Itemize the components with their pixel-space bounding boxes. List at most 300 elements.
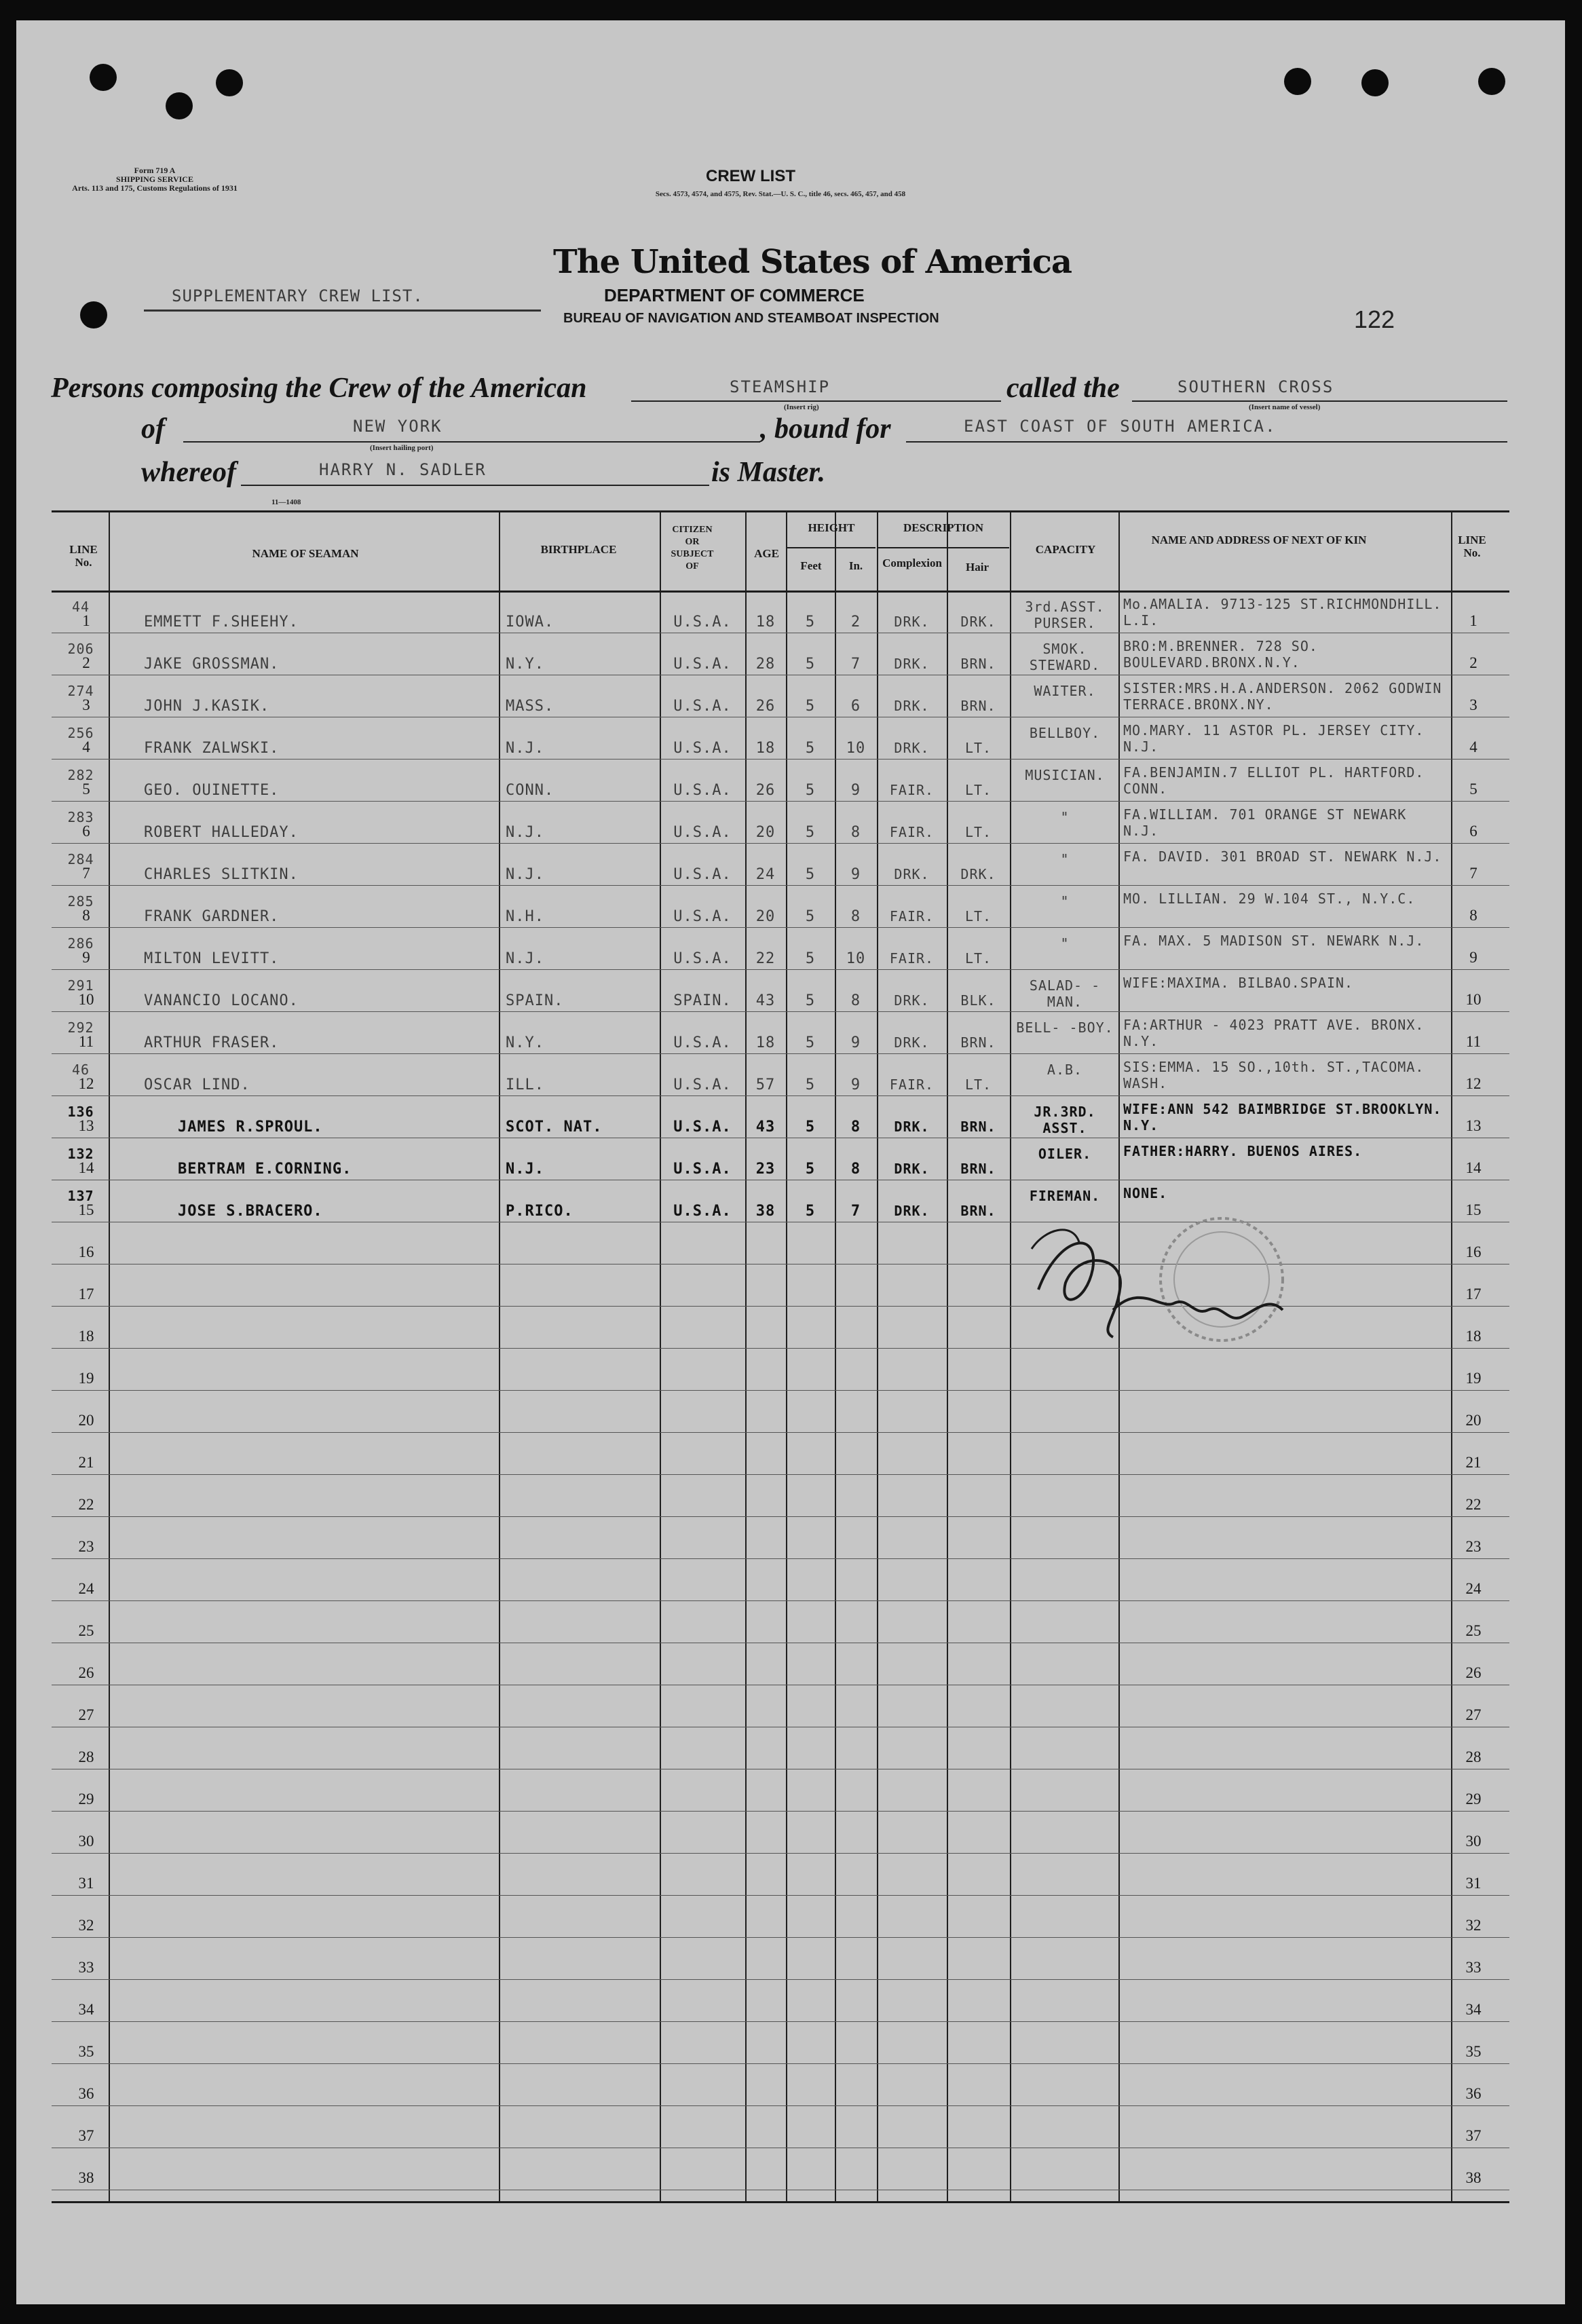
line-number: 8	[82, 907, 90, 924]
height-inches: 8	[850, 908, 861, 925]
seaman-name: CHARLES SLITKIN.	[144, 866, 299, 883]
row-rule	[52, 1516, 1509, 1517]
capacity: BELL- -BOY.	[1016, 1019, 1114, 1036]
crew-id: 282	[67, 767, 94, 783]
header-birthplace: BIRTHPLACE	[540, 543, 617, 556]
line-number: 25	[78, 1622, 94, 1639]
capacity: 3rd.ASST. PURSER.	[1025, 599, 1105, 631]
line-number: 38	[78, 2169, 94, 2186]
height-feet: 5	[805, 1076, 816, 1093]
next-of-kin: WIFE:ANN 542 BAIMBRIDGE ST.BROOKLYN. N.Y.	[1123, 1101, 1442, 1133]
complexion: DRK.	[894, 698, 930, 714]
port-hint: (Insert hailing port)	[370, 444, 434, 452]
header-next-of-kin: NAME AND ADDRESS OF NEXT OF KIN	[1151, 533, 1367, 546]
height-feet: 5	[805, 740, 816, 757]
age: 24	[755, 866, 776, 883]
height-feet: 5	[805, 782, 816, 799]
line-number-right: 38	[1465, 2169, 1482, 2186]
row-rule	[52, 1853, 1509, 1854]
seaman-name: FRANK ZALWSKI.	[144, 740, 280, 757]
header-age: AGE	[754, 547, 779, 560]
table-bottom-border	[52, 2201, 1509, 2203]
row-rule	[52, 927, 1509, 928]
seaman-name: VANANCIO LOCANO.	[144, 992, 299, 1009]
rig-value: STEAMSHIP	[730, 377, 831, 396]
punch-hole-7	[1478, 68, 1505, 95]
hair: LT.	[964, 908, 992, 924]
line-number: 35	[78, 2043, 94, 2060]
caption-called: called the	[1006, 373, 1120, 404]
hair: BRN.	[960, 1161, 996, 1177]
capacity: SMOK. STEWARD.	[1029, 641, 1101, 673]
line-number-right: 11	[1465, 1033, 1482, 1050]
birthplace: N.J.	[506, 824, 544, 841]
column-divider	[499, 510, 500, 2203]
height-feet: 5	[805, 1203, 816, 1220]
line-number-right: 14	[1465, 1159, 1482, 1176]
line-number-right: 10	[1465, 991, 1482, 1008]
hair: BRN.	[960, 656, 996, 672]
line-number-right: 37	[1465, 2127, 1482, 2144]
age: 20	[755, 824, 776, 841]
hair: DRK.	[960, 866, 996, 882]
age: 38	[755, 1203, 776, 1220]
next-of-kin: Mo.AMALIA. 9713-125 ST.RICHMONDHILL. L.I.	[1123, 596, 1442, 629]
row-rule	[52, 1895, 1509, 1896]
age: 43	[755, 1119, 776, 1136]
height-inches: 9	[850, 866, 861, 883]
height-inches: 2	[850, 614, 861, 631]
line-number: 34	[78, 2001, 94, 2018]
line-number-right: 1	[1469, 612, 1477, 629]
row-rule	[52, 885, 1509, 886]
seaman-name: OSCAR LIND.	[144, 1076, 250, 1093]
height-feet: 5	[805, 656, 816, 673]
complexion: DRK.	[894, 1034, 930, 1051]
line-number-right: 22	[1465, 1496, 1482, 1513]
capacity: FIREMAN.	[1029, 1188, 1101, 1204]
next-of-kin: FA:ARTHUR - 4023 PRATT AVE. BRONX. N.Y.	[1123, 1017, 1425, 1049]
birthplace: N.H.	[506, 908, 544, 925]
complexion: DRK.	[894, 1119, 930, 1135]
line-number-right: 33	[1465, 1959, 1482, 1976]
next-of-kin: FA.BENJAMIN.7 ELLIOT PL. HARTFORD. CONN.	[1123, 764, 1425, 797]
column-divider	[877, 510, 878, 2203]
line-number: 24	[78, 1580, 94, 1597]
header-feet: Feet	[800, 559, 822, 572]
height-inches: 9	[850, 1034, 861, 1051]
birthplace: SCOT. NAT.	[506, 1119, 603, 1136]
hair: LT.	[964, 824, 992, 840]
row-rule	[52, 1432, 1509, 1433]
next-of-kin: MO. LILLIAN. 29 W.104 ST., N.Y.C.	[1123, 891, 1416, 907]
complexion: FAIR.	[889, 824, 935, 840]
line-number-right: 15	[1465, 1201, 1482, 1218]
row-rule	[52, 2105, 1509, 2106]
hair: LT.	[964, 1076, 992, 1093]
citizenship: U.S.A.	[673, 1161, 732, 1178]
row-rule	[52, 1558, 1509, 1559]
destination-underline	[906, 441, 1507, 443]
line-number-right: 16	[1465, 1243, 1482, 1260]
crew-id: 283	[67, 809, 94, 825]
line-number-right: 18	[1465, 1328, 1482, 1345]
punch-hole-4	[80, 301, 107, 329]
line-number: 20	[78, 1412, 94, 1429]
line-number-right: 13	[1465, 1117, 1482, 1134]
line-number-right: 29	[1465, 1791, 1482, 1807]
hair: BRN.	[960, 1203, 996, 1219]
next-of-kin: WIFE:MAXIMA. BILBAO.SPAIN.	[1123, 975, 1354, 991]
age: 57	[755, 1076, 776, 1093]
age: 43	[755, 992, 776, 1009]
complexion: FAIR.	[889, 1076, 935, 1093]
crew-id: 137	[67, 1188, 94, 1204]
form-service: SHIPPING SERVICE	[116, 174, 193, 184]
line-number: 5	[82, 781, 90, 798]
line-number-right: 35	[1465, 2043, 1482, 2060]
birthplace: ILL.	[506, 1076, 544, 1093]
print-code: 11—1408	[271, 498, 301, 506]
column-divider	[786, 510, 787, 2203]
line-number: 37	[78, 2127, 94, 2144]
line-number: 30	[78, 1833, 94, 1850]
height-inches: 10	[846, 740, 866, 757]
hair: LT.	[964, 950, 992, 967]
row-rule	[52, 1979, 1509, 1980]
seaman-name: FRANK GARDNER.	[144, 908, 280, 925]
complexion: FAIR.	[889, 908, 935, 924]
capacity: BELLBOY.	[1029, 725, 1101, 741]
capacity: MUSICIAN.	[1025, 767, 1105, 783]
line-number: 27	[78, 1706, 94, 1723]
rig-hint: (Insert rig)	[784, 403, 819, 411]
caption-of: of	[141, 413, 165, 445]
seaman-name: ARTHUR FRASER.	[144, 1034, 280, 1051]
capacity: "	[1060, 809, 1070, 825]
next-of-kin: FATHER:HARRY. BUENOS AIRES.	[1123, 1143, 1363, 1159]
birthplace: N.J.	[506, 866, 544, 883]
line-number-right: 19	[1465, 1370, 1482, 1387]
line-number: 1	[82, 612, 90, 629]
citizenship: U.S.A.	[673, 950, 732, 967]
line-number: 28	[78, 1748, 94, 1765]
header-name: NAME OF SEAMAN	[252, 547, 359, 560]
height-inches: 7	[850, 656, 861, 673]
citizenship: U.S.A.	[673, 1034, 732, 1051]
citizenship: U.S.A.	[673, 1203, 732, 1220]
hair: LT.	[964, 782, 992, 798]
row-rule	[52, 1053, 1509, 1054]
capacity: "	[1060, 893, 1070, 910]
master-name: HARRY N. SADLER	[319, 460, 487, 479]
age: 18	[755, 614, 776, 631]
citizenship: U.S.A.	[673, 614, 732, 631]
row-rule	[52, 2021, 1509, 2022]
line-number: 4	[82, 738, 90, 755]
height-inches: 10	[846, 950, 866, 967]
form-number: Form 719 A	[134, 166, 176, 175]
punch-hole-2	[166, 92, 193, 119]
line-number-right: 5	[1469, 781, 1477, 798]
column-divider	[109, 510, 110, 2203]
line-number-right: 21	[1465, 1454, 1482, 1471]
seaman-name: EMMETT F.SHEEHY.	[144, 614, 299, 631]
column-divider	[1451, 510, 1452, 2203]
hailing-port: NEW YORK	[353, 417, 442, 436]
department-heading: DEPARTMENT OF COMMERCE	[604, 285, 865, 305]
age: 26	[755, 782, 776, 799]
complexion: DRK.	[894, 740, 930, 756]
line-number-right: 26	[1465, 1664, 1482, 1681]
line-number: 29	[78, 1791, 94, 1807]
citizenship: U.S.A.	[673, 866, 732, 883]
next-of-kin: FA.WILLIAM. 701 ORANGE ST NEWARK N.J.	[1123, 806, 1407, 839]
complexion: DRK.	[894, 866, 930, 882]
height-feet: 5	[805, 614, 816, 631]
line-number: 9	[82, 949, 90, 966]
citizenship: U.S.A.	[673, 782, 732, 799]
age: 22	[755, 950, 776, 967]
crew-list-title: CREW LIST	[706, 167, 795, 185]
height-inches: 9	[850, 1076, 861, 1093]
height-feet: 5	[805, 1119, 816, 1136]
age: 18	[755, 1034, 776, 1051]
gothic-heading: The United States of America	[553, 243, 1072, 281]
line-number-right: 23	[1465, 1538, 1482, 1555]
master-underline	[241, 485, 709, 486]
supplementary-label: SUPPLEMENTARY CREW LIST.	[172, 286, 423, 305]
height-feet: 5	[805, 950, 816, 967]
age: 26	[755, 698, 776, 715]
vessel-hint: (Insert name of vessel)	[1249, 403, 1321, 411]
crew-id: 44	[71, 599, 90, 615]
height-feet: 5	[805, 1161, 816, 1178]
header-line-no: LINE No.	[69, 543, 98, 569]
capacity: "	[1060, 851, 1070, 867]
line-number-right: 24	[1465, 1580, 1482, 1597]
citizenship: U.S.A.	[673, 740, 732, 757]
line-number-right: 25	[1465, 1622, 1482, 1639]
crew-id: 285	[67, 893, 94, 910]
hair: BRN.	[960, 1034, 996, 1051]
vessel-underline	[1132, 400, 1507, 402]
crew-id: 284	[67, 851, 94, 867]
height-feet: 5	[805, 866, 816, 883]
caption-persons: Persons composing the Crew of the American	[51, 373, 587, 404]
row-rule	[52, 1937, 1509, 1938]
crew-id: 292	[67, 1019, 94, 1036]
line-number-right: 9	[1469, 949, 1477, 966]
line-number: 7	[82, 865, 90, 882]
line-number: 13	[78, 1117, 94, 1134]
next-of-kin: FA. DAVID. 301 BROAD ST. NEWARK N.J.	[1123, 848, 1442, 865]
line-number: 10	[78, 991, 94, 1008]
line-number-right: 8	[1469, 907, 1477, 924]
age: 18	[755, 740, 776, 757]
caption-master: is Master.	[711, 457, 826, 488]
seaman-name: GEO. OUINETTE.	[144, 782, 280, 799]
header-capacity: CAPACITY	[1035, 543, 1096, 556]
line-number: 14	[78, 1159, 94, 1176]
row-rule	[52, 1474, 1509, 1475]
height-feet: 5	[805, 992, 816, 1009]
rig-underline	[631, 400, 1001, 402]
punch-hole-1	[90, 64, 117, 91]
line-number: 17	[78, 1286, 94, 1302]
age: 20	[755, 908, 776, 925]
table-header-border	[52, 591, 1509, 593]
hair: BRN.	[960, 698, 996, 714]
row-rule	[52, 1095, 1509, 1096]
complexion: FAIR.	[889, 782, 935, 798]
header-citizen: CITIZEN OR SUBJECT OF	[671, 525, 714, 571]
caption-bound: , bound for	[760, 413, 891, 445]
seaman-name: JOSE S.BRACERO.	[178, 1203, 323, 1220]
complexion: FAIR.	[889, 950, 935, 967]
line-number: 31	[78, 1875, 94, 1892]
height-inches: 8	[850, 1161, 861, 1178]
table-top-border	[52, 510, 1509, 512]
crew-id: 291	[67, 977, 94, 994]
line-number: 33	[78, 1959, 94, 1976]
crew-id: 46	[71, 1062, 90, 1078]
next-of-kin: MO.MARY. 11 ASTOR PL. JERSEY CITY. N.J.	[1123, 722, 1425, 755]
line-number-right: 32	[1465, 1917, 1482, 1934]
height-inches: 8	[850, 1119, 861, 1136]
seaman-name: JAMES R.SPROUL.	[178, 1119, 323, 1136]
header-height: HEIGHT	[808, 521, 855, 534]
crew-id: 256	[67, 725, 94, 741]
birthplace: N.J.	[506, 740, 544, 757]
seaman-name: JOHN J.KASIK.	[144, 698, 270, 715]
birthplace: CONN.	[506, 782, 554, 799]
header-line-no-right: LINE No.	[1458, 533, 1486, 559]
row-rule	[52, 1811, 1509, 1812]
header-description: DESCRIPTION	[903, 521, 984, 534]
citizenship: U.S.A.	[673, 1119, 732, 1136]
line-number-right: 36	[1465, 2085, 1482, 2102]
page-number: 122	[1354, 305, 1395, 333]
birthplace: P.RICO.	[506, 1203, 573, 1220]
line-number-right: 12	[1465, 1075, 1482, 1092]
citizenship: U.S.A.	[673, 1076, 732, 1093]
birthplace: N.J.	[506, 1161, 544, 1178]
capacity: "	[1060, 935, 1070, 952]
line-number-right: 30	[1465, 1833, 1482, 1850]
row-rule	[52, 843, 1509, 844]
birthplace: SPAIN.	[506, 992, 564, 1009]
capacity: A.B.	[1047, 1062, 1083, 1078]
capacity: JR.3RD. ASST.	[1034, 1104, 1096, 1136]
punch-hole-5	[1284, 68, 1311, 95]
capacity: SALAD- -MAN.	[1029, 977, 1101, 1010]
citizenship: U.S.A.	[673, 908, 732, 925]
header-inches: In.	[848, 559, 863, 572]
complexion: DRK.	[894, 992, 930, 1009]
supplementary-underline	[144, 310, 541, 312]
line-number-right: 2	[1469, 654, 1477, 671]
height-subheader-line	[787, 547, 875, 548]
form-regulations: Arts. 113 and 175, Customs Regulations of 1931	[72, 183, 238, 193]
line-number-right: 34	[1465, 2001, 1482, 2018]
crew-id: 132	[67, 1146, 94, 1162]
line-number: 32	[78, 1917, 94, 1934]
line-number-right: 6	[1469, 823, 1477, 840]
column-divider	[835, 510, 836, 2203]
height-inches: 7	[850, 1203, 861, 1220]
row-rule	[52, 1011, 1509, 1012]
column-divider	[947, 510, 948, 2203]
height-feet: 5	[805, 698, 816, 715]
header-hair: Hair	[966, 561, 989, 574]
citizenship: U.S.A.	[673, 698, 732, 715]
line-number-right: 4	[1469, 738, 1477, 755]
hair: BRN.	[960, 1119, 996, 1135]
row-rule	[52, 1600, 1509, 1601]
complexion: DRK.	[894, 614, 930, 630]
next-of-kin: FA. MAX. 5 MADISON ST. NEWARK N.J.	[1123, 933, 1425, 949]
citizenship: U.S.A.	[673, 656, 732, 673]
crew-id: 286	[67, 935, 94, 952]
line-number-right: 17	[1465, 1286, 1482, 1302]
crew-id: 274	[67, 683, 94, 699]
column-divider	[1010, 510, 1011, 2203]
age: 28	[755, 656, 776, 673]
column-divider	[660, 510, 661, 2203]
statute-references: Secs. 4573, 4574, and 4575, Rev. Stat.—U. S. C., title 46, secs. 465, 457, and 458	[655, 190, 906, 198]
seaman-name: ROBERT HALLEDAY.	[144, 824, 299, 841]
capacity: WAITER.	[1034, 683, 1096, 699]
hair: LT.	[964, 740, 992, 756]
destination: EAST COAST OF SOUTH AMERICA.	[964, 417, 1277, 436]
birthplace: IOWA.	[506, 614, 554, 631]
seaman-name: JAKE GROSSMAN.	[144, 656, 280, 673]
column-divider	[745, 510, 747, 2203]
line-number: 19	[78, 1370, 94, 1387]
height-feet: 5	[805, 908, 816, 925]
citizenship: SPAIN.	[673, 992, 732, 1009]
line-number: 18	[78, 1328, 94, 1345]
height-inches: 9	[850, 782, 861, 799]
line-number-right: 31	[1465, 1875, 1482, 1892]
line-number-right: 20	[1465, 1412, 1482, 1429]
punch-hole-6	[1361, 69, 1389, 96]
line-number: 36	[78, 2085, 94, 2102]
line-number: 16	[78, 1243, 94, 1260]
header-complexion: Complexion	[882, 557, 942, 569]
crew-id: 136	[67, 1104, 94, 1120]
row-rule	[52, 1390, 1509, 1391]
line-number: 23	[78, 1538, 94, 1555]
row-rule	[52, 2063, 1509, 2064]
crew-id: 206	[67, 641, 94, 657]
vessel-name: SOUTHERN CROSS	[1178, 377, 1334, 396]
row-rule	[52, 759, 1509, 760]
row-rule	[52, 801, 1509, 802]
hair: BLK.	[960, 992, 996, 1009]
punch-hole-3	[216, 69, 243, 96]
birthplace: N.Y.	[506, 1034, 544, 1051]
line-number-right: 27	[1465, 1706, 1482, 1723]
line-number: 22	[78, 1496, 94, 1513]
line-number: 15	[78, 1201, 94, 1218]
seaman-name: BERTRAM E.CORNING.	[178, 1161, 352, 1178]
line-number: 2	[82, 654, 90, 671]
height-inches: 8	[850, 824, 861, 841]
next-of-kin: NONE.	[1123, 1185, 1168, 1201]
birthplace: MASS.	[506, 698, 554, 715]
